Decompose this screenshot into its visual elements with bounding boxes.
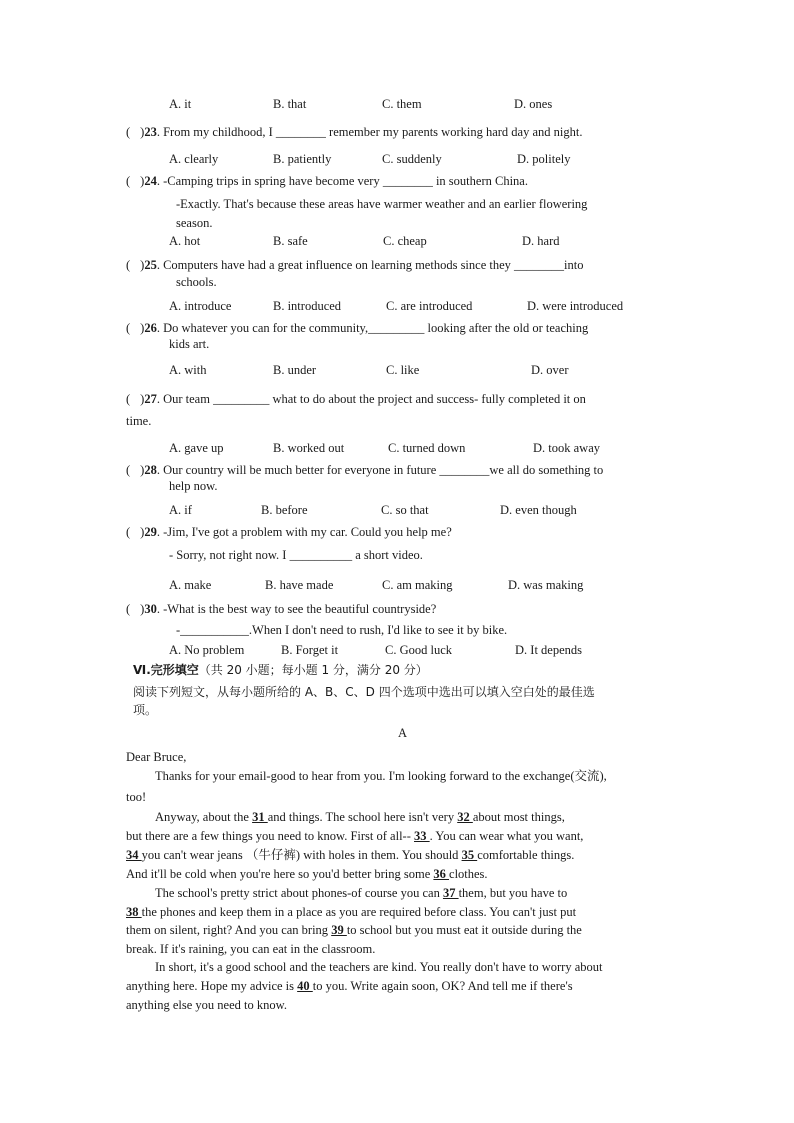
q29-option-d[interactable]: D. was making (508, 578, 584, 592)
q23-option-b[interactable]: B. patiently (273, 152, 332, 166)
q29-stem: ( )29. -Jim, I've got a problem with my car. Could you help me? (126, 525, 452, 539)
answer-paren-open[interactable]: ( (126, 125, 131, 139)
passage-paragraph-2-line-2: but there are a few things you need to know. First of all-- 33 . You can wear what you want, (126, 829, 584, 843)
section-title: Ⅵ.完形填空 (133, 663, 199, 677)
q25-stem: ( )25. Computers have had a great influence on learning methods since they ________into (126, 258, 584, 272)
q30-dialogue-line: -___________.When I don't need to rush, I'd like to see it by bike. (176, 623, 508, 637)
section-heading (133, 663, 428, 678)
passage-paragraph-1: Thanks for your email-good to hear from you. I'm looking forward to the exchange(交流), (155, 769, 607, 783)
q28-option-d[interactable]: D. even though (500, 503, 577, 517)
q30-option-b[interactable]: B. Forget it (281, 643, 339, 657)
q26-option-a[interactable]: A. with (169, 363, 207, 377)
passage-paragraph-4-line-2: anything here. Hope my advice is 40 to you. Write again soon, OK? And tell me if there's (126, 979, 573, 993)
q27-option-d[interactable]: D. took away (533, 441, 600, 455)
q26-option-d[interactable]: D. over (531, 363, 569, 377)
section-scoring-note: （共 20 小题；每小题 1 分，满分 20 分） (198, 663, 428, 677)
q22-option-c[interactable]: C. them (382, 97, 422, 111)
q25-option-d[interactable]: D. were introduced (527, 299, 624, 313)
q27-option-a[interactable]: A. gave up (169, 441, 224, 455)
q22-option-a[interactable]: A. it (169, 97, 192, 111)
passage-paragraph-3-line-3: them on silent, right? And you can bring 39 to school but you must eat it outside during the (126, 923, 582, 937)
q24-option-d[interactable]: D. hard (522, 234, 560, 248)
blank-32[interactable]: 32 (457, 810, 473, 824)
q25-option-c[interactable]: C. are introduced (386, 299, 473, 313)
q28-stem-cont: help now. (169, 479, 218, 493)
q24-option-c[interactable]: C. cheap (383, 234, 427, 248)
passage-paragraph-1-cont: too! (126, 790, 147, 804)
letter-greeting: Dear Bruce, (126, 750, 187, 764)
q29-option-b[interactable]: B. have made (265, 578, 334, 592)
q27-stem: ( )27. Our team _________ what to do about the project and success- fully completed it on (126, 392, 586, 406)
q28-stem: ( )28. Our country will be much better for everyone in future ________we all do something to (126, 463, 604, 477)
blank-33[interactable]: 33 (414, 829, 430, 843)
q25-option-b[interactable]: B. introduced (273, 299, 342, 313)
q24-dialogue-line-cont: season. (176, 216, 213, 230)
q24-option-b[interactable]: B. safe (273, 234, 308, 248)
q26-option-b[interactable]: B. under (273, 363, 317, 377)
q24-dialogue-line: -Exactly. That's because these areas have warmer weather and an earlier flowering (176, 197, 588, 211)
q30-option-d[interactable]: D. It depends (515, 643, 582, 657)
q27-option-b[interactable]: B. worked out (273, 441, 345, 455)
q28-option-c[interactable]: C. so that (381, 503, 429, 517)
q28-option-b[interactable]: B. before (261, 503, 308, 517)
q30-option-a[interactable]: A. No problem (169, 643, 245, 657)
q23-option-a[interactable]: A. clearly (169, 152, 219, 166)
blank-40[interactable]: 40 (297, 979, 313, 993)
passage-paragraph-4: In short, it's a good school and the teachers are kind. You really don't have to worry about (155, 960, 603, 974)
q26-stem: ( )26. Do whatever you can for the community,_________ looking after the old or teaching (126, 321, 589, 335)
q26-option-c[interactable]: C. like (386, 363, 420, 377)
q22-option-d[interactable]: D. ones (514, 97, 553, 111)
q24-option-a[interactable]: A. hot (169, 234, 201, 248)
question-number: 23 (144, 125, 157, 139)
blank-31[interactable]: 31 (252, 810, 268, 824)
blank-39[interactable]: 39 (331, 923, 347, 937)
blank-35[interactable]: 35 (461, 848, 478, 862)
passage-paragraph-4-line-3: anything else you need to know. (126, 998, 287, 1012)
passage-paragraph-2-line-4: And it'll be cold when you're here so you'd better bring some 36 clothes. (126, 867, 488, 881)
passage-paragraph-3: The school's pretty strict about phones-of course you can 37 them, but you have to (155, 886, 568, 900)
q25-option-a[interactable]: A. introduce (169, 299, 232, 313)
q28-option-a[interactable]: A. if (169, 503, 192, 517)
passage-label: A (398, 726, 408, 740)
q23-option-c[interactable]: C. suddenly (382, 152, 442, 166)
blank-37[interactable]: 37 (442, 886, 459, 900)
q25-stem-cont: schools. (176, 275, 217, 289)
passage-paragraph-2-line-3: 34 you can't wear jeans （牛仔裤) with holes in them. You should 35 comfortable things. (126, 848, 575, 862)
q29-option-a[interactable]: A. make (169, 578, 212, 592)
q29-dialogue-line: - Sorry, not right now. I __________ a short video. (169, 548, 423, 562)
q23-option-d[interactable]: D. politely (517, 152, 571, 166)
q30-option-c[interactable]: C. Good luck (385, 643, 453, 657)
passage-paragraph-3-line-4: break. If it's raining, you can eat in the classroom. (126, 942, 376, 956)
blank-38[interactable]: 38 (126, 905, 142, 919)
q23-stem: ( )23. From my childhood, I ________ remember my parents working hard day and night. (126, 125, 583, 139)
q29-option-c[interactable]: C. am making (382, 578, 453, 592)
passage-paragraph-3-line-2: 38 the phones and keep them in a place as you are required before class. You can't just put (126, 905, 577, 919)
q30-stem: ( )30. -What is the best way to see the beautiful countryside? (126, 602, 437, 616)
passage-paragraph-2: Anyway, about the 31 and things. The school here isn't very 32 about most things, (155, 810, 565, 824)
section-instructions-cont: 项。 (133, 703, 158, 717)
q24-stem: ( )24. -Camping trips in spring have become very ________ in southern China. (126, 174, 528, 188)
blank-34[interactable]: 34 (126, 848, 142, 862)
q26-stem-cont: kids art. (169, 337, 210, 351)
section-instructions: 阅读下列短文，从每小题所给的 A、B、C、D 四个选项中选出可以填入空白处的最佳选 (133, 685, 595, 699)
q27-stem-cont: time. (126, 414, 152, 428)
q27-option-c[interactable]: C. turned down (388, 441, 466, 455)
blank-36[interactable]: 36 (433, 867, 450, 881)
question-text: . From my childhood, I ________ remember my parents working hard day and night. (156, 125, 583, 139)
q22-option-b[interactable]: B. that (273, 97, 307, 111)
